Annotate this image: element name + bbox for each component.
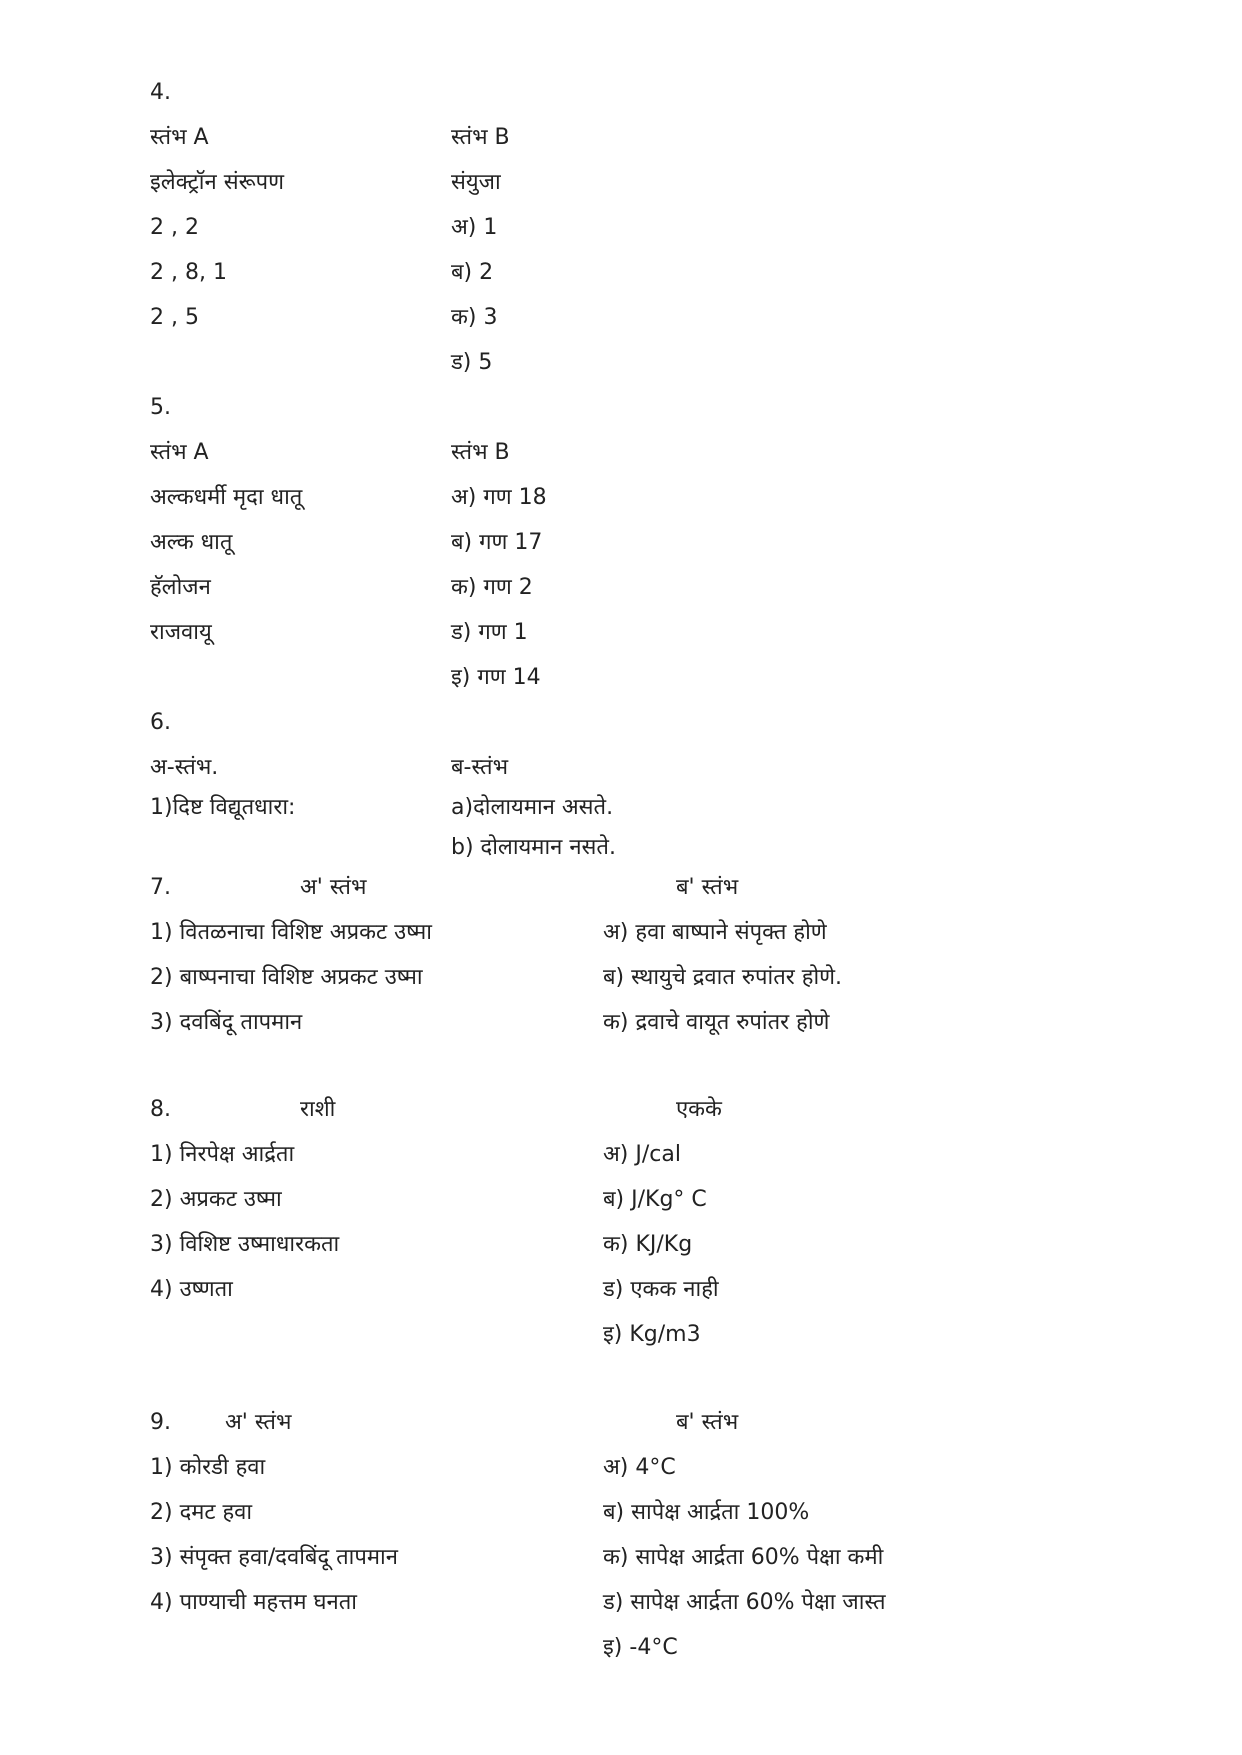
q9-left-item: 4) पाण्याची महत्तम घनता (150, 1590, 357, 1615)
q6-col-a-header: अ-स्तंभ. (150, 755, 219, 780)
q8-left-item: 1) निरपेक्ष आर्द्रता (150, 1142, 295, 1167)
q6-right-item: a)दोलायमान असते. (451, 795, 614, 820)
q4-number: 4. (150, 80, 171, 105)
q8-left-item: 3) विशिष्ट उष्माधारकता (150, 1232, 340, 1257)
q4-sub-b: संयुजा (451, 170, 501, 195)
q4-right-item: क) 3 (451, 305, 498, 330)
q9-col-a-header: अ' स्तंभ (225, 1410, 292, 1435)
q9-col-b-header: ब' स्तंभ (676, 1410, 739, 1435)
q4-col-b-header: स्तंभ B (451, 125, 510, 150)
q9-right-item: ड) सापेक्ष आर्द्रता 60% पेक्षा जास्त (603, 1590, 886, 1615)
q9-left-item: 2) दमट हवा (150, 1500, 253, 1525)
q4-right-item: अ) 1 (451, 215, 498, 240)
q5-right-item: अ) गण 18 (451, 485, 547, 510)
q9-number: 9. (150, 1410, 171, 1435)
q8-left-item: 2) अप्रकट उष्मा (150, 1187, 282, 1212)
q7-left-item: 3) दवबिंदू तापमान (150, 1010, 303, 1035)
q7-right-item: क) द्रवाचे वायूत रुपांतर होणे (603, 1010, 830, 1035)
q5-right-item: ड) गण 1 (451, 620, 528, 645)
q8-col-b-header: एकके (676, 1097, 722, 1122)
q6-col-b-header: ब-स्तंभ (451, 755, 509, 780)
q7-left-item: 1) वितळनाचा विशिष्ट अप्रकट उष्मा (150, 920, 432, 945)
q9-right-item: इ) -4°C (603, 1635, 678, 1660)
q4-left-item: 2 , 8, 1 (150, 260, 227, 285)
q7-left-item: 2) बाष्पनाचा विशिष्ट अप्रकट उष्मा (150, 965, 423, 990)
q4-left-item: 2 , 5 (150, 305, 199, 330)
q5-number: 5. (150, 395, 171, 420)
q8-left-item: 4) उष्णता (150, 1277, 233, 1302)
q7-right-item: ब) स्थायुचे द्रवात रुपांतर होणे. (603, 965, 843, 990)
q4-right-item: ड) 5 (451, 350, 493, 375)
q5-col-b-header: स्तंभ B (451, 440, 510, 465)
q5-left-item: हॅलोजन (150, 575, 211, 600)
q5-left-item: अल्कधर्मी मृदा धातू (150, 485, 303, 510)
q4-sub-a: इलेक्ट्रॉन संरूपण (150, 170, 285, 195)
q9-left-item: 1) कोरडी हवा (150, 1455, 266, 1480)
q8-col-a-header: राशी (300, 1097, 336, 1122)
q5-right-item: इ) गण 14 (451, 665, 541, 690)
q5-right-item: ब) गण 17 (451, 530, 543, 555)
q8-right-item: ब) J/Kg° C (603, 1187, 707, 1212)
q7-number: 7. (150, 875, 171, 900)
q9-right-item: अ) 4°C (603, 1455, 676, 1480)
q8-right-item: इ) Kg/m3 (603, 1322, 701, 1347)
q5-left-item: राजवायू (150, 620, 212, 645)
q8-right-item: क) KJ/Kg (603, 1232, 693, 1257)
q5-left-item: अल्क धातू (150, 530, 233, 555)
q6-left-item: 1)दिष्ट विद्यूतधारा: (150, 795, 296, 820)
q4-col-a-header: स्तंभ A (150, 125, 209, 150)
q4-right-item: ब) 2 (451, 260, 494, 285)
q7-col-a-header: अ' स्तंभ (300, 875, 367, 900)
q5-right-item: क) गण 2 (451, 575, 533, 600)
q5-col-a-header: स्तंभ A (150, 440, 209, 465)
q8-right-item: अ) J/cal (603, 1142, 681, 1167)
q9-left-item: 3) संपृक्त हवा/दवबिंदू तापमान (150, 1545, 398, 1570)
q8-number: 8. (150, 1097, 171, 1122)
q9-right-item: क) सापेक्ष आर्द्रता 60% पेक्षा कमी (603, 1545, 884, 1570)
q9-right-item: ब) सापेक्ष आर्द्रता 100% (603, 1500, 810, 1525)
q7-right-item: अ) हवा बाष्पाने संपृक्त होणे (603, 920, 827, 945)
q7-col-b-header: ब' स्तंभ (676, 875, 739, 900)
q6-number: 6. (150, 710, 171, 735)
q6-right-item: b) दोलायमान नसते. (451, 835, 616, 860)
q4-left-item: 2 , 2 (150, 215, 199, 240)
q8-right-item: ड) एकक नाही (603, 1277, 719, 1302)
